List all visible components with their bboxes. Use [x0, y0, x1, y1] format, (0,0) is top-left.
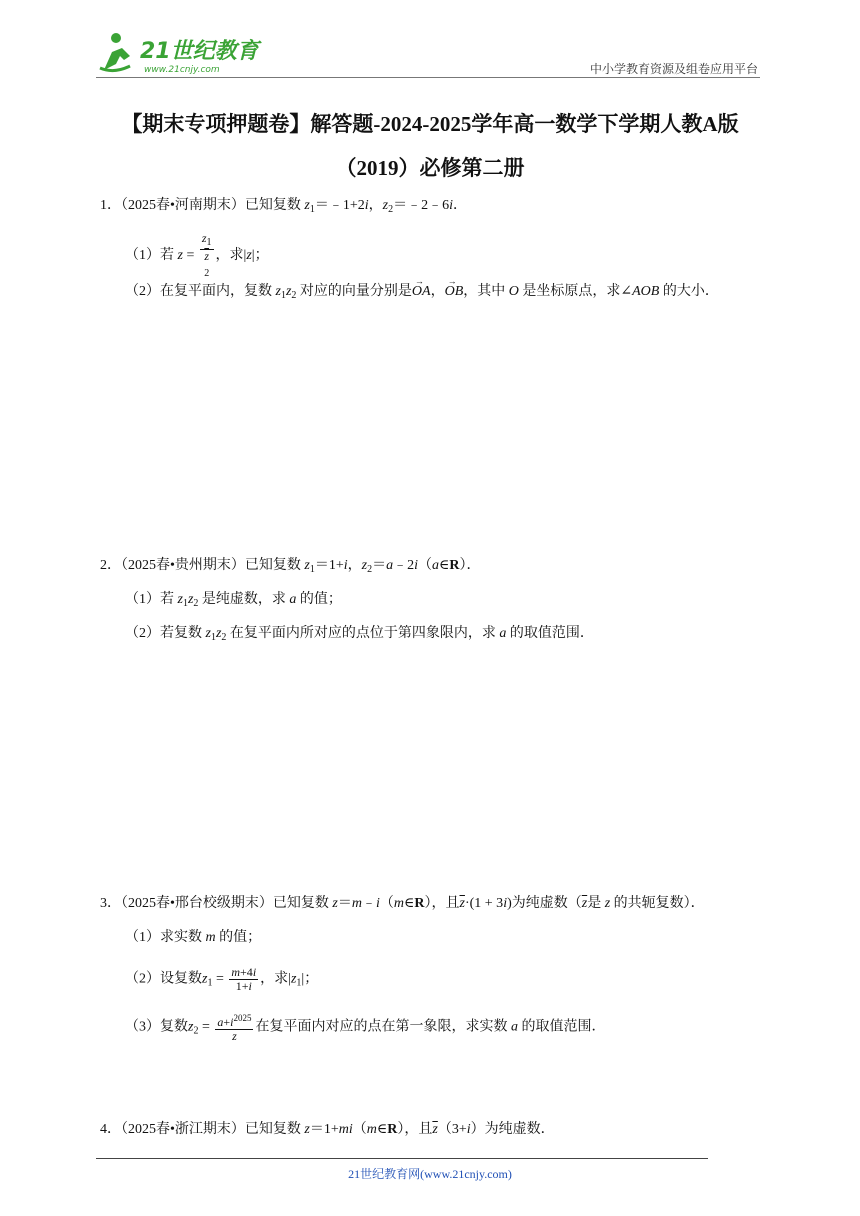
footer-link[interactable]: 21世纪教育网(www.21cnjy.com): [348, 1167, 512, 1181]
question-2-part-2: （2）若复数 $z_1z_2$ 在复平面内所对应的点位于第四象限内，求 a 的取值范围．: [125, 626, 594, 643]
platform-label: 中小学教育资源及组卷应用平台: [589, 62, 758, 76]
question-3-part-2: （2）设复数$z_1$ = $\frac{m+4i}{1+i}$ ，求$|z_1|$；: [125, 965, 319, 993]
question-1-part-1: （1）若 z = $z_1$ $\overline{z}$ $_2$ ，求|z|；: [125, 231, 269, 279]
question-1: 1．（2025春•河南期末）已知复数 $z_1=﹣1+2i$，$z_2=﹣2﹣6i$．: [100, 198, 467, 215]
svg-text:21世纪教育: 21世纪教育: [140, 39, 259, 64]
svg-text:www.21cnjy.com: www.21cnjy.com: [144, 65, 220, 75]
document-title-line1: 【期末专项押题卷】解答题-2024-2025学年高一数学下学期人教A版: [121, 112, 739, 136]
question-1-part-2: （2）在复平面内，复数 $z_1z_2$ 对应的向量分别是→ OA，→ OB，其中 O 是坐标原点，求∠AOB 的大小．: [125, 282, 719, 306]
question-3: 3．（2025春•邢台校级期末）已知复数 z＝m﹣i（m∈R），且$\overline{z}\cdot(1 + 3i)$为纯虚数（$\overline{z}$是 z 的共轭复数）．: [100, 896, 705, 911]
header-divider: [96, 77, 760, 78]
page-header: [96, 30, 760, 80]
question-2-part-1: （1）若 $z_1z_2$ 是纯虚数，求 a 的值；: [125, 592, 342, 609]
question-4: 4．（2025春•浙江期末）已知复数 z＝1+mi（m∈R），且$\overline{z}(3+i)$为纯虚数．: [100, 1122, 555, 1137]
document-title-line2: （2019）必修第二册: [335, 156, 525, 180]
question-3-part-3: （3）复数$z_2$ = $\frac{a+i^{2025}}{z}$ 在复平面内对应的点在第一象限，求实数 a 的取值范围．: [125, 1013, 606, 1043]
question-3-part-1: （1）求实数 m 的值；: [125, 930, 262, 945]
footer-divider: [96, 1158, 708, 1159]
logo-21cnjy: [96, 30, 266, 78]
question-2: 2．（2025春•贵州期末）已知复数 $z_1=1+i$，$z_2=a﹣2i(a\in R)$．: [100, 558, 481, 575]
